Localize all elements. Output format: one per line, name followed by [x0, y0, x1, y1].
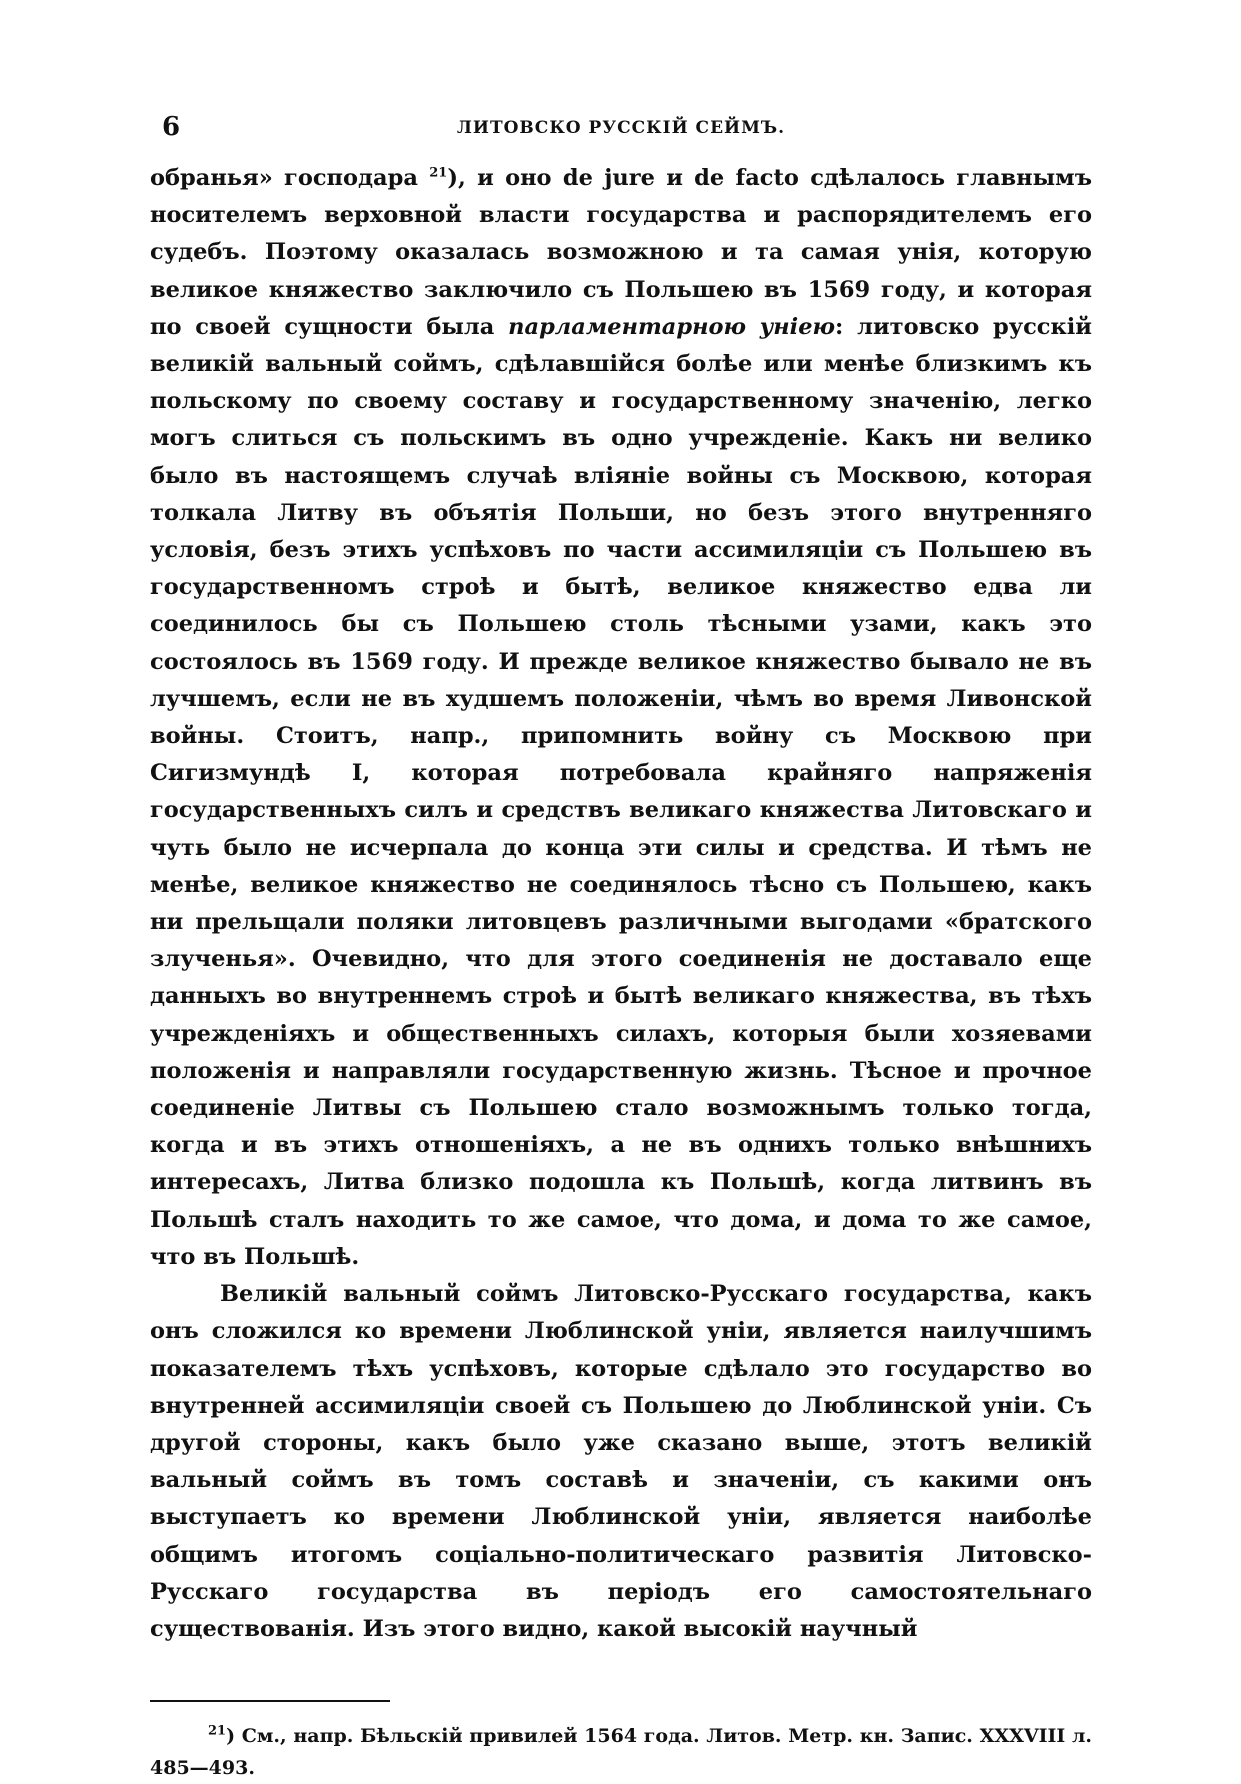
footnote-marker: 21 [208, 1723, 227, 1739]
emphasis-phrase: парламентарною уніею [508, 313, 836, 340]
footnote [150, 1720, 1092, 1784]
footnote-text: ) См., напр. Бѣльскій привилей 1564 года. Литов. Метр. кн. Запис. XXXVIII л. 485—493. [150, 1725, 1092, 1780]
running-title: ЛИТОВСКО РУССКІЙ СЕЙМЪ. [456, 118, 786, 138]
footnote-divider [150, 1700, 390, 1702]
paragraph-1-text-b: : литовско русскій великій вальный соймъ, сдѣлавшійся болѣе или менѣе близкимъ къ польскому по своему составу и государственному значенію, легко могъ слиться съ польскимъ въ одно учрежденіе. Какъ ни велико было въ настоящемъ случаѣ вліяніе войны съ Москвою, которая толкала Литву въ объятія Польши, но безъ этого внутренняго условія, безъ этихъ успѣховъ по части ассимиляціи съ Польшею въ государственномъ строѣ и бытѣ, великое княжество едва ли соединилось бы съ Польшею столь тѣсными узами, какъ это состоялось въ 1569 году. И прежде великое княжество бывало не въ лучшемъ, если не въ худшемъ положеніи, чѣмъ во время Ливонской войны. Стоитъ, напр., припомнить войну съ Москвою при Сигизмундѣ I, которая потребовала крайняго напряженія государственныхъ силъ и средствъ великаго княжества Литовскаго и чуть было не исчерпала до конца эти силы и средства. И тѣмъ не менѣе, великое княжество не соединялось тѣсно съ Польшею, какъ ни прельщали поляки литовцевъ различными выгодами «братского злученья». Очевидно, что для этого соединенія не доставало еще данныхъ во внутреннемъ строѣ и бытѣ великаго княжества, въ тѣхъ учрежденіяхъ и общественныхъ силахъ, которыя были хозяевами положенія и направляли государственную жизнь. Тѣсное и прочное соединеніе Литвы съ Польшею стало возможнымъ только тогда, когда и въ этихъ отношеніяхъ, а не въ однихъ только внѣшнихъ интересахъ, Литва близко подошла къ Польшѣ, когда литвинъ въ Польшѣ сталъ находить то же самое, что дома, и дома то же самое, что въ Польшѣ. [150, 313, 1092, 1270]
body-text [150, 160, 1092, 1648]
page-header [150, 100, 1092, 160]
book-page [150, 100, 1092, 1780]
page-number: 6 [162, 112, 181, 142]
paragraph-1-lead: обранья» господара [150, 165, 430, 191]
paragraph-2: Великій вальный соймъ Литовско-Русскаго государства, какъ онъ сложился ко времени Люблинской уніи, является наилучшимъ показателемъ тѣхъ успѣховъ, которые сдѣлало это государство во внутренней ассимиляціи своей съ Польшею до Люблинской уніи. Съ другой стороны, какъ было уже сказано выше, этотъ великій вальный соймъ въ томъ составѣ и значеніи, съ какими онъ выступаетъ ко времени Люблинской уніи, является наиболѣе общимъ итогомъ соціально-политическаго развитія Литовско-Русскаго государства въ періодъ его самостоятельнаго существованія. Изъ этого видно, какой высокій научный [150, 1281, 1092, 1642]
paragraph-1-text-a: ), и оно de jure и de facto сдѣлалось главнымъ носителемъ верховной власти государства и распорядителемъ его судебъ. Поэтому оказалась возможною и та самая унія, которую великое княжество заключило съ Польшею въ 1569 году, и которая по своей сущности была [150, 165, 1092, 340]
footnote-reference: 21 [429, 165, 448, 181]
paragraph-1 [150, 160, 1092, 1276]
